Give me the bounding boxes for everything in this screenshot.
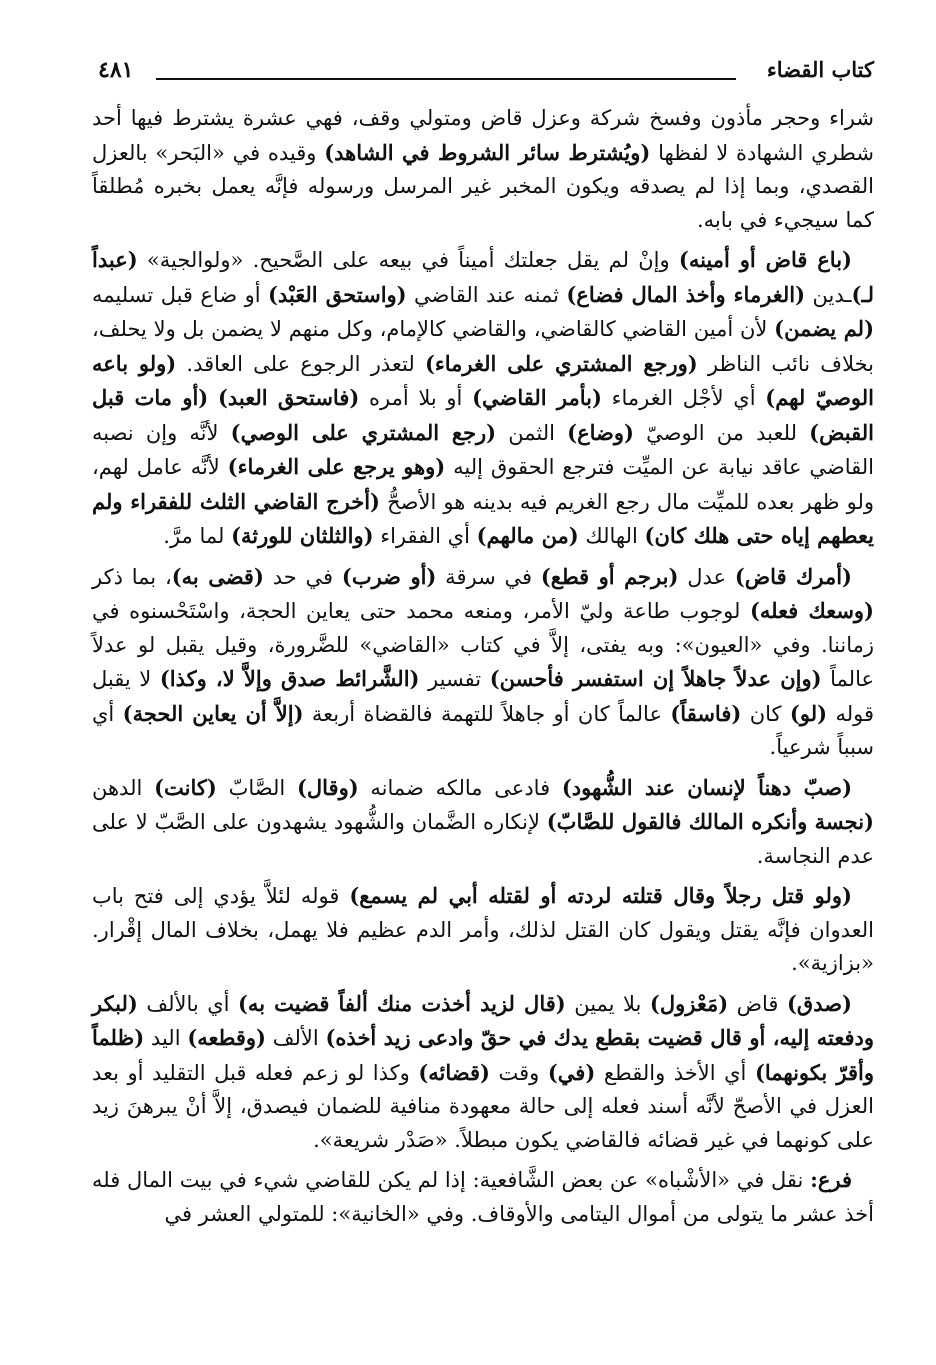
paragraph bbox=[92, 1163, 874, 1231]
matn-text: (أو ضرب) bbox=[341, 563, 437, 589]
matn-text: (في) bbox=[547, 1059, 596, 1085]
matn-text: (ولو قتل رجلاً وقال قتلته لردته أو لقتله أبي لم يسمع) bbox=[349, 883, 852, 908]
paragraph bbox=[92, 771, 874, 874]
commentary-text: فادعى مالكه ضمانه bbox=[358, 775, 562, 800]
matn-text: (مَعْزول) bbox=[649, 990, 729, 1016]
matn-text: (قال لزيد أخذت منك ألفاً قضيت به) bbox=[238, 990, 566, 1016]
matn-text: (عبداً لـ) bbox=[92, 247, 875, 307]
commentary-text: أي الأخذ والقطع bbox=[595, 1060, 755, 1085]
matn-text: (أمرك قاض) bbox=[734, 563, 852, 589]
header-rule bbox=[156, 78, 736, 80]
matn-text: (صبّ دهناً لإنسان عند الشُّهود) bbox=[561, 774, 853, 800]
commentary-text: عدل bbox=[678, 564, 735, 589]
commentary-text: قاض bbox=[728, 991, 787, 1016]
matn-text: (الغرماء وأخذ المال فضاع) bbox=[566, 281, 806, 307]
commentary-text: ، بما ذكر bbox=[92, 564, 172, 589]
commentary-text: في سرقة bbox=[436, 564, 541, 589]
commentary-text: وكذا لو زعم فعله قبل التقليد أو بعد العزل في الأصحّ لأنَّه أسند فعله إلى حالة معهودة منافية للضمان فيصدق، إلاَّ أنْ يبرهنَ زيد على كونهما في غير قضائه فالقاضي يكون مبطلاً. «صَدْر شريعة». bbox=[92, 1060, 874, 1152]
matn-text: (وقطعه) bbox=[187, 1025, 266, 1050]
commentary-text: الثمن bbox=[496, 420, 568, 445]
commentary-text: للعبد من الوصيّ bbox=[633, 420, 810, 445]
matn-text: (باع قاض أو أمينه) bbox=[678, 247, 852, 272]
commentary-text: كان bbox=[741, 701, 790, 726]
commentary-text: ثمنه عند القاضي bbox=[406, 282, 567, 307]
commentary-text: بلا يمين bbox=[565, 991, 650, 1016]
commentary-text: نقل في «الأشْباه» عن بعض الشَّافعية: إذا لم يكن للقاضي شيء في بيت المال فله أخذ عشر ما يتولى من أموال اليتامى والأوقاف. وفي «الخانية»: للمتولي العشر في bbox=[92, 1168, 874, 1226]
commentary-text: لإنكاره الضَّمان والشُّهود يشهدون على الصَّبّ لا على عدم النجاسة. bbox=[92, 810, 874, 868]
commentary-text bbox=[208, 386, 218, 410]
matn-text: (وضاع) bbox=[567, 419, 634, 445]
matn-text: فرع: bbox=[810, 1167, 852, 1192]
matn-text: (فاسقاً) bbox=[670, 700, 742, 726]
commentary-text: أو بلا أمره bbox=[359, 386, 473, 410]
commentary-text: لأن أمين القاضي كالقاضي، والقاضي كالإمام، وكل منهم لا يضمن بل ولا يحلف، بخلاف نائب الناظر bbox=[92, 317, 874, 376]
commentary-text: وقيده في «البَحر» بالعزل القصدي، وبما إذا لم يصدقه ويكون المخبر غير المرسل ورسوله فإنَّه يعمل بخبره مُطلقاً كما سيجيء في بابه. bbox=[92, 140, 874, 232]
matn-text: (أو مات قبل القبض) bbox=[92, 385, 874, 445]
matn-text: (لبكر ودفعته إليه، أو قال قضيت بقطع يدك في حقّ وادعى زيد أخذه) bbox=[92, 990, 874, 1050]
commentary-text: وإنْ لم يقل جعلتك أميناً في بيعه على الصَّحيح. «ولوالجية» bbox=[137, 248, 679, 272]
matn-text: (كانت) bbox=[154, 774, 217, 800]
paragraph bbox=[92, 879, 874, 981]
commentary-text: اليد bbox=[144, 1026, 188, 1050]
commentary-text: أي لأجْل الغرماء bbox=[601, 386, 766, 410]
matn-text: (رجع المشتري على الوصي) bbox=[230, 419, 497, 445]
commentary-text: أي الفقراء bbox=[373, 524, 477, 548]
matn-text: (إلاَّ أن يعاين الحجة) bbox=[122, 700, 304, 726]
page-number: ٤٨١ bbox=[98, 57, 134, 83]
paragraph bbox=[92, 243, 874, 554]
matn-text: (وقال) bbox=[296, 774, 359, 800]
commentary-text: ـدين bbox=[805, 282, 852, 307]
commentary-text: أي سبباً شرعياً. bbox=[92, 701, 874, 759]
commentary-text: لا يقبل قوله bbox=[92, 667, 874, 726]
matn-text: (وإن عدلاً جاهلاً إن استفسر فأحسن) bbox=[489, 666, 822, 691]
commentary-text: في حد bbox=[263, 564, 342, 589]
matn-text: (من مالهم) bbox=[476, 523, 579, 548]
matn-text: (ويُشترط سائر الشروط في الشاهد) bbox=[324, 139, 651, 165]
matn-text: (وهو يرجع على الغرماء) bbox=[227, 454, 446, 479]
matn-text: (أخرج القاضي الثلث للفقراء ولم يعطهم إياه حتى هلك كان) bbox=[92, 488, 874, 548]
matn-text: (لم يضمن) bbox=[774, 316, 874, 341]
commentary-text: لما مرَّ. bbox=[163, 524, 232, 548]
body-text bbox=[92, 102, 874, 1237]
commentary-text: لأنَّه عامل لهم، ولو ظهر بعده للميِّت مال رجع الغريم فيه بدينه هو الأصحُّ bbox=[92, 455, 874, 514]
paragraph bbox=[92, 987, 874, 1158]
commentary-text: لتعذر الرجوع على العاقد. bbox=[176, 351, 425, 376]
matn-text: (بأمر القاضي) bbox=[472, 385, 602, 410]
commentary-text: شراء وحجر مأذون وفسخ شركة وعزل قاض ومتولي وقف، فهي عشرة يشترط فيها أحد شطري الشهادة لا لفظها bbox=[92, 106, 875, 165]
matn-text: (الشَّرائط صدق وإلاَّ لا، وكذا) bbox=[159, 666, 420, 691]
matn-text: (ظلماً وأقرّ بكونهما) bbox=[92, 1025, 875, 1085]
matn-text: (لو) bbox=[789, 700, 828, 726]
commentary-text: لأنَّه وإن نصبه القاضي عاقد نيابة عن الميِّت فترجع الحقوق إليه bbox=[92, 420, 874, 479]
commentary-text: الهالك bbox=[578, 524, 645, 548]
running-header bbox=[98, 52, 874, 88]
commentary-text: تفسير bbox=[419, 667, 490, 691]
matn-text: (قضى به) bbox=[171, 563, 264, 589]
commentary-text: أي بالألف bbox=[137, 991, 238, 1016]
matn-text: (ورجع المشتري على الغرماء) bbox=[424, 350, 698, 376]
matn-text: (نجسة وأنكره المالك فالقول للصَّابّ) bbox=[546, 809, 874, 834]
paragraph bbox=[92, 102, 874, 237]
commentary-text: لوجوب طاعة وليّ الأمر، ومنعه محمد حتى يعاين الحجة، واسْتَحْسنوه في زماننا. وفي «العيون»: وبه يفتى، إلاَّ في كتاب «القاضي» للضَّرورة، وقيل يقبل لو عدلاً عالماً bbox=[92, 599, 875, 691]
commentary-text: أو ضاع قبل تسليمه bbox=[92, 282, 268, 307]
commentary-text: الصَّابّ bbox=[216, 775, 297, 800]
matn-text: (فاستحق العبد) bbox=[217, 385, 360, 410]
matn-text: (وسعك فعله) bbox=[749, 598, 874, 623]
matn-text: (والثلثان للورثة) bbox=[231, 523, 374, 548]
commentary-text: وقت bbox=[489, 1060, 548, 1085]
matn-text: (قضائه) bbox=[418, 1059, 490, 1085]
commentary-text: الدهن bbox=[92, 775, 155, 800]
commentary-text: عالماً كان أو جاهلاً للتهمة فالقضاة أربعة bbox=[303, 701, 671, 726]
commentary-text: قوله لئلاَّ يؤدي إلى فتح باب العدوان فإنَّه يقتل ويقول كان القتل لذلك، وأمر الدم عظيم فلا يهمل، بخلاف المال إقْرار. «بزازية». bbox=[92, 884, 874, 975]
matn-text: (ولو باعه الوصيّ لهم) bbox=[92, 350, 874, 410]
commentary-text: الألف bbox=[265, 1026, 326, 1050]
chapter-title: كتاب القضاء bbox=[766, 57, 874, 82]
paragraph bbox=[92, 560, 874, 765]
matn-text: (صدق) bbox=[786, 990, 852, 1016]
matn-text: (واستحق العَبْد) bbox=[267, 281, 407, 307]
matn-text: (برجم أو قطع) bbox=[540, 563, 679, 589]
